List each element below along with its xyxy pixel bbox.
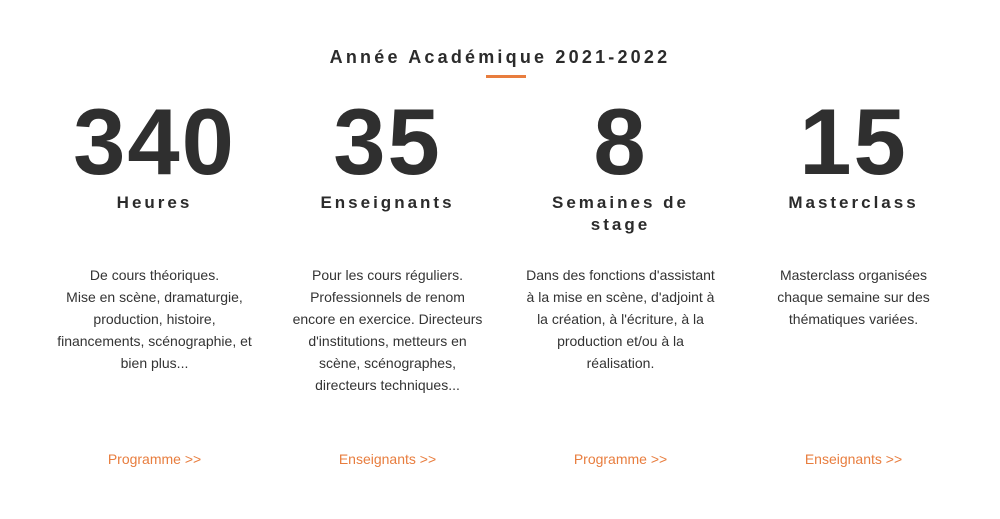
stat-label: Masterclass: [788, 193, 919, 212]
stat-teachers: [271, 89, 504, 482]
stat-label: Heures: [116, 193, 193, 212]
stat-hours: [38, 89, 271, 482]
programme-link[interactable]: Programme >>: [107, 451, 202, 467]
stat-description: Dans des fonctions d'assistant à la mise en scène, d'adjoint à la création, à l'écriture, à la production et/ou à la réalisation.: [526, 267, 715, 371]
enseignants-link[interactable]: Enseignants >>: [338, 451, 437, 467]
stat-number: 35: [333, 89, 442, 194]
enseignants-link[interactable]: Enseignants >>: [804, 451, 903, 467]
stat-label: Enseignants: [320, 193, 455, 212]
programme-link[interactable]: Programme >>: [573, 451, 668, 467]
stat-number: 8: [593, 89, 648, 194]
stat-number: 340: [73, 89, 236, 194]
stat-label: Semaines de stage: [552, 193, 689, 234]
section-title: Année Académique 2021-2022: [329, 46, 671, 67]
stats-row: [38, 89, 970, 482]
accent-divider: [486, 75, 526, 78]
stat-number: 15: [799, 89, 908, 194]
stat-description: Pour les cours réguliers. Professionnels de renom encore en exercice. Directeurs d'institutions, metteurs en scène, scénographes, directeurs techniques...: [292, 267, 483, 393]
stat-description: Masterclass organisées chaque semaine sur des thématiques variées.: [777, 267, 930, 327]
stat-masterclass: [737, 89, 970, 482]
stat-internship-weeks: [504, 89, 737, 482]
stat-description: De cours théoriques. Mise en scène, dramaturgie, production, histoire, financements, scénographie, et bien plus...: [57, 267, 252, 371]
